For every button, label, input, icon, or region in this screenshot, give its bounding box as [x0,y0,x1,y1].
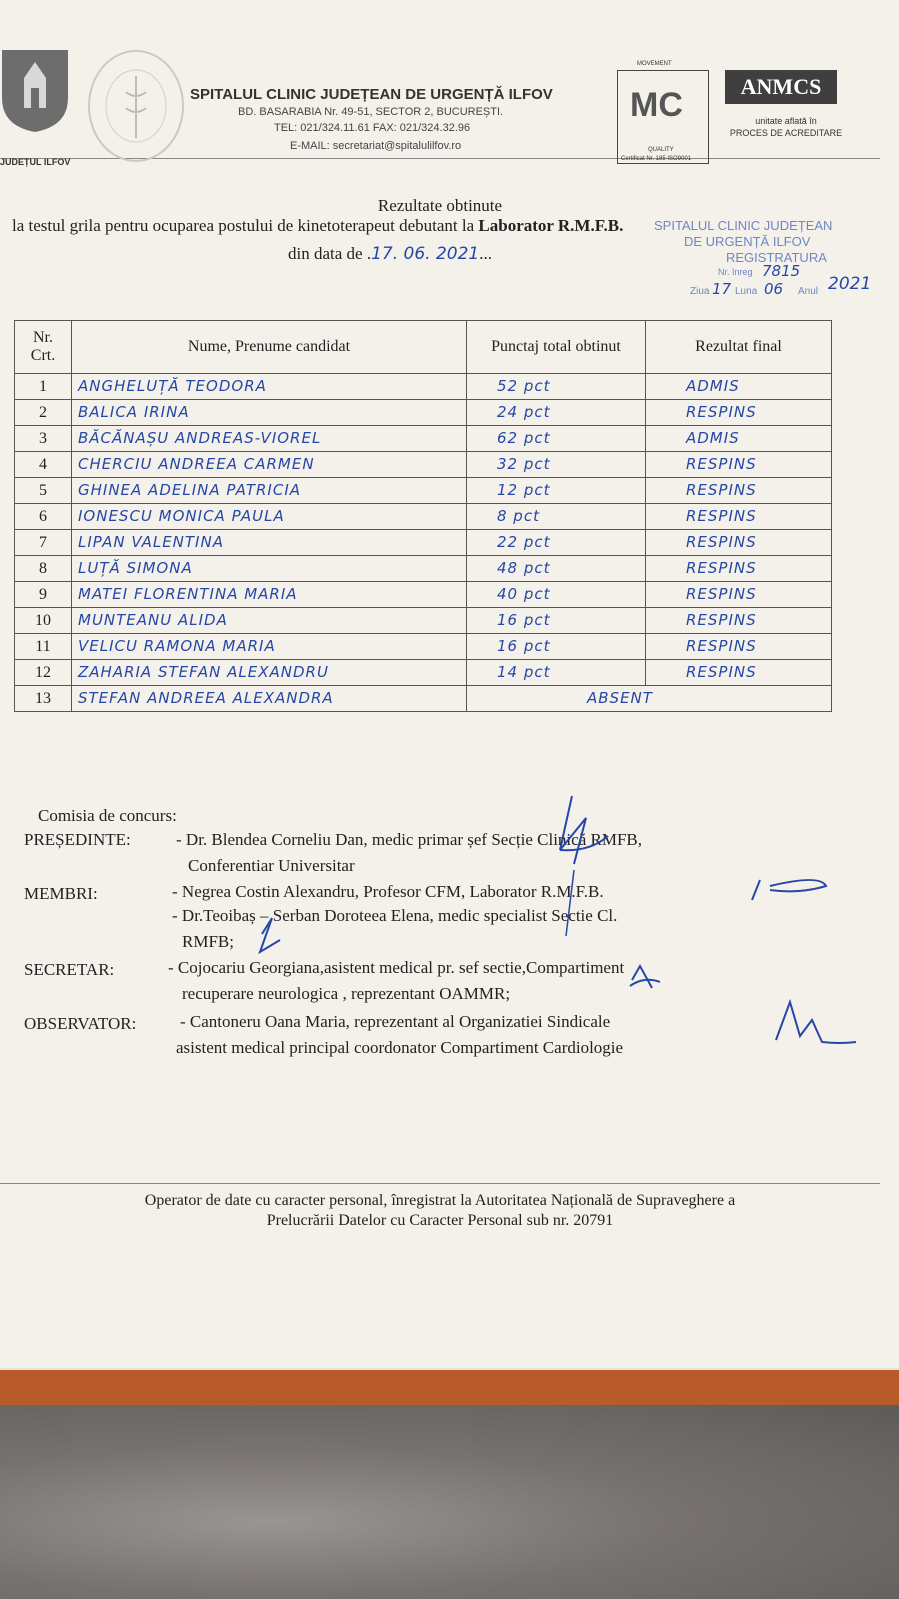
row-nr: 7 [15,530,72,556]
table-row [15,478,832,504]
row-result: RESPINS [646,634,832,660]
secretary-line2: recuperare neurologica , reprezentant OAMMR; [182,984,511,1003]
table-header-row [15,321,832,374]
table-row [15,426,832,452]
row-points: 16 pct [467,608,646,634]
letterhead [0,20,880,167]
table-row [15,400,832,426]
registry-stamp-line2: DE URGENȚĂ ILFOV [684,234,811,249]
certificate-label: Certificat Nr. 185 ISO9001 [621,156,692,162]
registry-year-value: 2021 [828,274,872,294]
crest-label: JUDEȚUL ILFOV [0,157,71,167]
anmcs-sub-line2: PROCES DE ACREDITARE [729,128,843,138]
document-title: Rezultate obtinute [377,196,503,215]
date-value: 17. 06. 2021 [371,244,480,264]
ilfov-crest-icon [0,48,70,132]
row-points: 24 pct [467,400,646,426]
registry-month-label: Luna [735,286,758,297]
row-name: MUNTEANU ALIDA [72,608,467,634]
hospital-phone: TEL: 021/324.11.61 FAX: 021/324.32.96 [274,122,471,134]
row-result: RESPINS [646,556,832,582]
member2-line2: RMFB; [182,932,234,951]
row-nr: 9 [15,582,72,608]
table-row [15,504,832,530]
registry-month-value: 06 [764,280,784,298]
table-row [15,686,832,712]
row-nr: 2 [15,400,72,426]
registry-year-label: Anul [798,286,819,297]
anmcs-logo: ANMCS [725,70,837,104]
date-label: din data de . [288,244,372,263]
row-nr: 12 [15,660,72,686]
row-nr: 3 [15,426,72,452]
table-row [15,556,832,582]
row-result: RESPINS [646,400,832,426]
member1-line: - Negrea Costin Alexandru, Profesor CFM, Laborator R.M.F.B. [172,882,604,901]
registry-stamp-line1: SPITALUL CLINIC JUDEȚEAN [654,218,833,233]
table-row [15,634,832,660]
row-points: 22 pct [467,530,646,556]
row-name: BĂCĂNAȘU ANDREAS-VIOREL [72,426,467,452]
row-points: 14 pct [467,660,646,686]
registry-nr-label: Nr. înreg [718,267,753,277]
hospital-address: BD. BASARABIA Nr. 49-51, SECTOR 2, BUCUREȘTI. [238,106,504,118]
row-name: LUȚĂ SIMONA [72,556,467,582]
president-line1: - Dr. Blendea Corneliu Dan, medic primar șef Secție Clinică RMFB, [176,830,642,849]
registry-day-value: 17 [712,280,732,298]
date-dots: ... [479,244,492,263]
row-points: 62 pct [467,426,646,452]
row-name: IONESCU MONICA PAULA [72,504,467,530]
quality-label: QUALITY [648,147,674,153]
table-row [15,452,832,478]
table-row [15,608,832,634]
header-result: Rezultat final [646,321,832,374]
footer-line1: Operator de date cu caracter personal, înregistrat la Autoritatea Națională de Supraveghere a [144,1192,736,1209]
row-points: 40 pct [467,582,646,608]
table-row [15,582,832,608]
row-points: 8 pct [467,504,646,530]
row-result: ADMIS [646,426,832,452]
header-nr: Nr. Crt. [15,321,72,374]
handwritten-signatures [0,790,899,1070]
row-nr: 8 [15,556,72,582]
row-result: RESPINS [646,478,832,504]
background-surface [0,1405,899,1599]
document-date-line [288,244,492,264]
row-result: RESPINS [646,452,832,478]
members-label: MEMBRI: [24,884,98,903]
row-name: ZAHARIA STEFAN ALEXANDRU [72,660,467,686]
row-nr: 6 [15,504,72,530]
hospital-seal-icon [88,50,184,162]
anmcs-sub-line1: unitate aflată în [755,116,817,126]
results-table [14,320,832,712]
hospital-email: E-MAIL: secretariat@spitalulilfov.ro [290,140,462,152]
row-result: RESPINS [646,530,832,556]
table-row [15,660,832,686]
results-table-body [15,374,832,712]
row-result: RESPINS [646,608,832,634]
mc-logo-text: MC [630,86,683,124]
row-points: 52 pct [467,374,646,400]
row-name: LIPAN VALENTINA [72,530,467,556]
row-name: CHERCIU ANDREEA CARMEN [72,452,467,478]
observer-label: OBSERVATOR: [24,1014,137,1033]
row-absent: ABSENT [467,686,832,712]
row-points: 32 pct [467,452,646,478]
hospital-name: SPITALUL CLINIC JUDEȚEAN DE URGENȚĂ ILFOV [190,86,553,103]
movement-label: MOVEMENT [637,61,672,67]
observer-line1: - Cantoneru Oana Maria, reprezentant al Organizatiei Sindicale [180,1012,611,1031]
table-row [15,530,832,556]
president-line2: Conferentiar Universitar [188,856,355,875]
registry-day-label: Ziua [690,286,710,297]
row-name: VELICU RAMONA MARIA [72,634,467,660]
registry-nr-value: 7815 [762,262,801,280]
header-name: Nume, Prenume candidat [72,321,467,374]
row-name: BALICA IRINA [72,400,467,426]
subtitle-text: la testul grila pentru ocuparea postului de kinetoterapeut debutant la [12,216,479,235]
subtitle-lab: Laborator R.M.F.B. [478,216,624,235]
table-row [15,374,832,400]
row-nr: 5 [15,478,72,504]
president-label: PREȘEDINTE: [24,830,131,849]
row-result: RESPINS [646,582,832,608]
header-points: Punctaj total obtinut [467,321,646,374]
row-result: RESPINS [646,504,832,530]
row-nr: 13 [15,686,72,712]
row-name: MATEI FLORENTINA MARIA [72,582,467,608]
observer-line2: asistent medical principal coordonator Compartiment Cardiologie [176,1038,624,1057]
row-points: 48 pct [467,556,646,582]
secretary-line1: - Cojocariu Georgiana,asistent medical pr. sef sectie,Compartiment [168,958,625,977]
secretary-label: SECRETAR: [24,960,115,979]
row-result: RESPINS [646,660,832,686]
anmcs-subtitle [725,115,847,139]
row-nr: 4 [15,452,72,478]
row-points: 12 pct [467,478,646,504]
row-name: ANGHELUȚĂ TEODORA [72,374,467,400]
footer-line2: Prelucrării Datelor cu Caracter Personal sub nr. 20791 [266,1212,614,1229]
row-result: ADMIS [646,374,832,400]
row-nr: 11 [15,634,72,660]
row-name: STEFAN ANDREEA ALEXANDRA [72,686,467,712]
row-name: GHINEA ADELINA PATRICIA [72,478,467,504]
registry-stamp-line3: REGISTRATURA [726,250,827,265]
commission-title: Comisia de concurs: [38,806,177,825]
member2-line1: - Dr.Teoibaș – Serban Doroteea Elena, medic specialist Sectie Cl. [172,906,618,925]
row-nr: 10 [15,608,72,634]
row-points: 16 pct [467,634,646,660]
document-subtitle [12,216,623,236]
row-nr: 1 [15,374,72,400]
footer-divider [0,1183,880,1184]
